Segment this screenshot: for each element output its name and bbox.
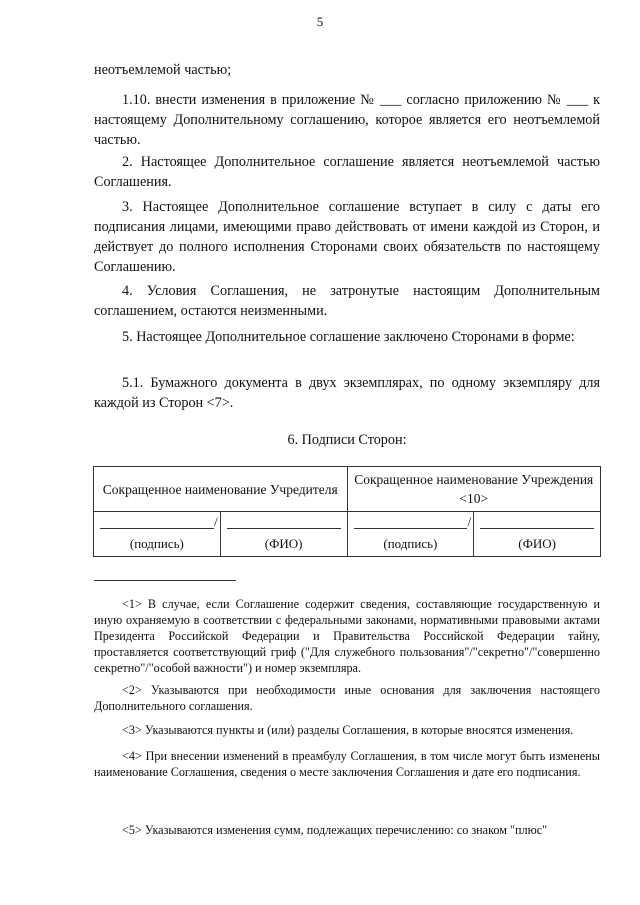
institution-signature-field[interactable]: [347, 512, 474, 557]
founder-name-field[interactable]: [220, 512, 347, 557]
signatures-title: 6. Подписи Сторон:: [287, 432, 407, 448]
separator-slash: /: [467, 514, 472, 529]
paragraph-1-10: 1.10. внести изменения в приложение № ___ согласно приложению № ___ к настоящему Дополнительному соглашению, которое является его неотъемлемой частью.: [94, 92, 600, 148]
name-line: [480, 528, 594, 529]
name-caption: (ФИО): [264, 536, 303, 551]
paragraph-continuation: неотъемлемой частью;: [94, 62, 232, 78]
footnote-4: [94, 748, 600, 780]
paragraph-5-1: 5.1. Бумажного документа в двух экземплярах, по одному экземпляру для каждой из Сторон <7>.: [94, 375, 600, 411]
founder-header: Сокращенное наименование Учредителя: [94, 467, 348, 512]
footnote-3-text: <3> Указываются пункты и (или) разделы Соглашения, в которые вносятся изменения.: [122, 723, 574, 737]
paragraph-5: 5. Настоящее Дополнительное соглашение заключено Сторонами в форме:: [122, 329, 575, 345]
footnote-1: <1> В случае, если Соглашение содержит сведения, составляющие государственную и иную охраняемую в соответствии с федеральными законами, нормативными правовыми актами Президента Российской Федерации и Правительства Российской Федерации тайну, проставляется соответствующий гриф ("Для служебного пользования"/"секретно"/"совершенно секретно"/"особой важности") и номер экземпляра.: [94, 597, 600, 675]
paragraph-2: 2. Настоящее Дополнительное соглашение является неотъемлемой частью Соглашения.: [94, 154, 600, 190]
name-line: [227, 528, 341, 529]
footnote-divider: [94, 580, 236, 581]
footnote-2-text: <2> Указываются при необходимости иные основания для заключения настоящего Дополнительного соглашения.: [94, 683, 600, 713]
institution-header: Сокращенное наименование Учреждения <10>: [347, 467, 601, 512]
paragraph-4: 4. Условия Соглашения, не затронутые настоящим Дополнительным соглашением, остаются неизменными.: [94, 283, 600, 319]
footnote-3: [94, 722, 600, 738]
footnote-5: [94, 822, 600, 838]
signature-caption: (подпись): [383, 536, 438, 551]
signature-line: [354, 528, 468, 529]
institution-name-field[interactable]: [474, 512, 601, 557]
page-number: 5: [316, 14, 324, 29]
signatures-table: [93, 466, 601, 557]
founder-signature-field[interactable]: [94, 512, 221, 557]
name-caption: (ФИО): [518, 536, 556, 551]
signature-caption: (подпись): [129, 536, 184, 551]
footnote-4-text: <4> При внесении изменений в преамбулу Соглашения, в том числе могут быть изменены наименование Соглашения, сведения о месте заключения Соглашения и дате его подписания.: [94, 749, 600, 779]
signature-line: [100, 528, 214, 529]
footnote-2: [94, 682, 600, 714]
separator-slash: /: [214, 514, 218, 529]
paragraph-3: 3. Настоящее Дополнительное соглашение вступает в силу с даты его подписания лицами, имеющими право действовать от имени каждой из Сторон, и действует до полного исполнения Сторонами своих обязательств по настоящему Соглашению.: [94, 199, 600, 275]
footnote-5-text: <5> Указываются изменения сумм, подлежащих перечислению: со знаком "плюс": [122, 823, 548, 837]
